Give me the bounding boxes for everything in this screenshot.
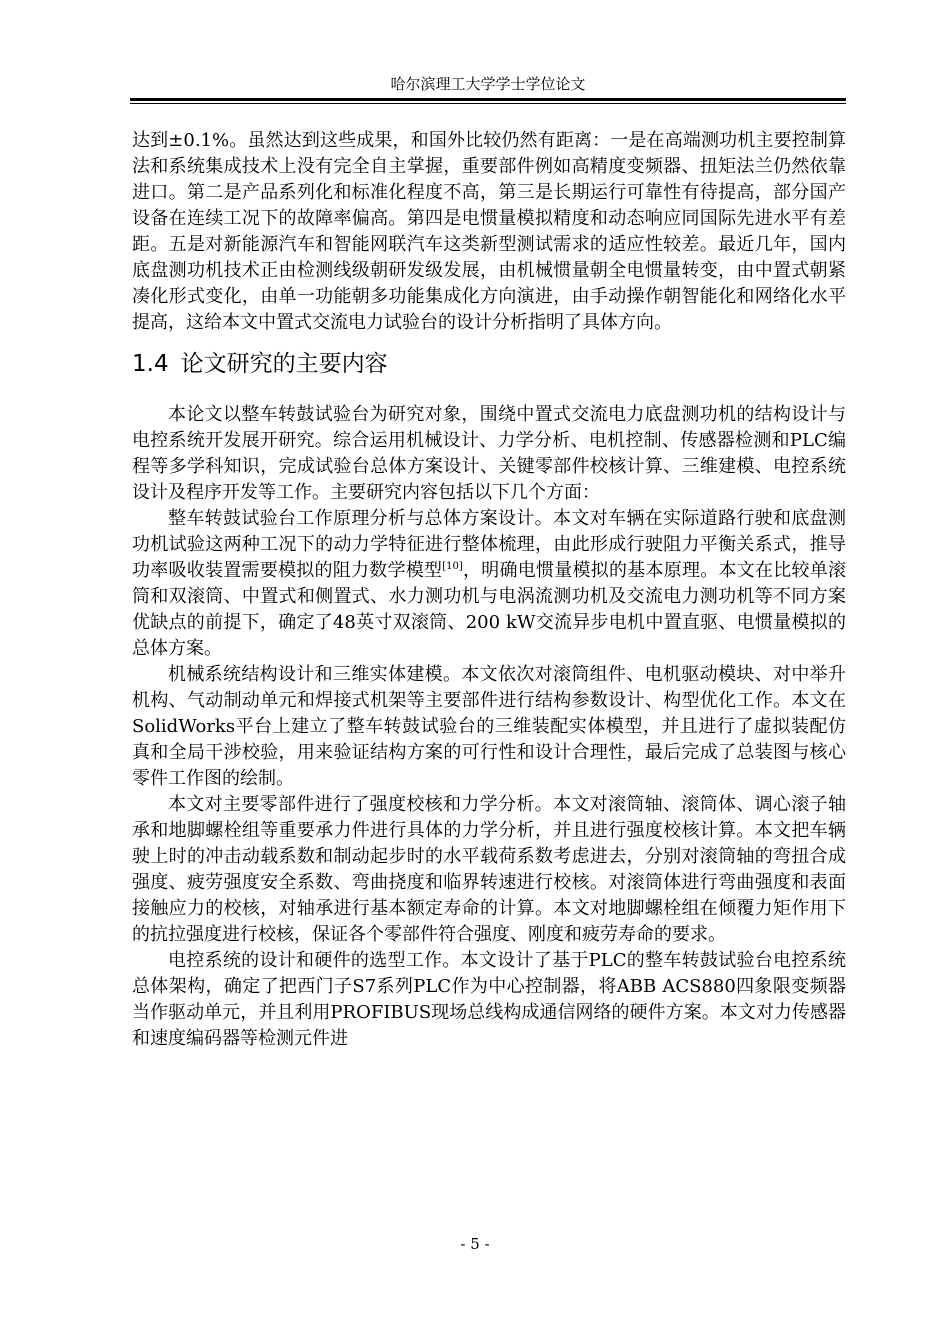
running-header: 哈尔滨理工大学学士学位论文	[390, 75, 586, 93]
paragraph-control-system: 电控系统的设计和硬件的选型工作。本文设计了基于PLC的整车转鼓试验台电控系统总体架构，确定了把西门子S7系列PLC作为中心控制器，将ABB ACS880四象限变频器当作驱动单元，并且利用PROFIBUS现场总线构成通信网络的硬件方案。本文对力传感器和速度编码器等检测元件进	[132, 950, 846, 1049]
section-heading	[132, 348, 846, 380]
citation-reference[interactable]: [10]	[442, 561, 463, 572]
paragraph-text: ，明确电惯量模拟的基本原理。本文在比较单滚筒和双滚筒、中置式和侧置式、水力测功机与电涡流测功机及交流电力测功机等不同方案优缺点的前提下，确定了48英寸双滚筒、200 kW交流异步电机中置直驱、电惯量模拟的总体方案。	[132, 560, 846, 659]
paragraph-intro: 本论文以整车转鼓试验台为研究对象，围绕中置式交流电力底盘测功机的结构设计与电控系统开发展开研究。综合运用机械设计、力学分析、电机控制、传感器检测和PLC编程等多学科知识，完成试验台总体方案设计、关键零部件校核计算、三维建模、电控系统设计及程序开发等工作。主要研究内容包括以下几个方面：	[132, 404, 846, 503]
section-number: 1.4	[132, 351, 169, 377]
body-content	[132, 128, 846, 1052]
header-rule-thin	[130, 103, 846, 104]
section-title: 论文研究的主要内容	[180, 351, 388, 377]
page-number: - 5 -	[460, 1235, 490, 1253]
paragraph-mechanical-design: 机械系统结构设计和三维实体建模。本文依次对滚筒组件、电机驱动模块、对中举升机构、气动制动单元和焊接式机架等主要部件进行结构参数设计、构型优化工作。本文在SolidWorks平台上建立了整车转鼓试验台的三维装配实体模型，并且进行了虚拟装配仿真和全局干涉校验，用来验证结构方案的可行性和设计合理性，最后完成了总装图与核心零件工作图的绘制。	[132, 664, 846, 789]
paragraph-continued: 达到±0.1%。虽然达到这些成果，和国外比较仍然有距离：一是在高端测功机主要控制算法和系统集成技术上没有完全自主掌握，重要部件例如高精度变频器、扭矩法兰仍然依靠进口。第二是产品系列化和标准化程度不高，第三是长期运行可靠性有待提高，部分国产设备在连续工况下的故障率偏高。第四是电惯量模拟精度和动态响应同国际先进水平有差距。五是对新能源汽车和智能网联汽车这类新型测试需求的适应性较差。最近几年，国内底盘测功机技术正由检测线级朝研发级发展，由机械惯量朝全电惯量转变，由中置式朝紧凑化形式变化，由单一功能朝多功能集成化方向演进，由手动操作朝智能化和网络化水平提高，这给本文中置式交流电力试验台的设计分析指明了具体方向。	[132, 130, 846, 333]
paragraph-text: 整车转鼓试验台工作原理分析与总体方案设计。本文对车辆在实际道路行驶和底盘测功机试验这两种工况下的动力学特征进行整体梳理，由此形成行驶阻力平衡关系式，推导功率吸收装置需要模拟的阻力数学模型	[132, 508, 846, 581]
paragraph-scheme-design	[132, 506, 846, 662]
header-rule-thick	[130, 98, 846, 101]
paragraph-strength-check: 本文对主要零部件进行了强度校核和力学分析。本文对滚筒轴、滚筒体、调心滚子轴承和地脚螺栓组等重要承力件进行具体的力学分析，并且进行强度校核计算。本文把车辆驶上时的冲击动载系数和制动起步时的水平载荷系数考虑进去，分别对滚筒轴的弯扭合成强度、疲劳强度安全系数、弯曲挠度和临界转速进行校核。对滚筒体进行弯曲强度和表面接触应力的校核，对轴承进行基本额定寿命的计算。本文对地脚螺栓组在倾覆力矩作用下的抗拉强度进行校核，保证各个零部件符合强度、刚度和疲劳寿命的要求。	[132, 794, 846, 945]
